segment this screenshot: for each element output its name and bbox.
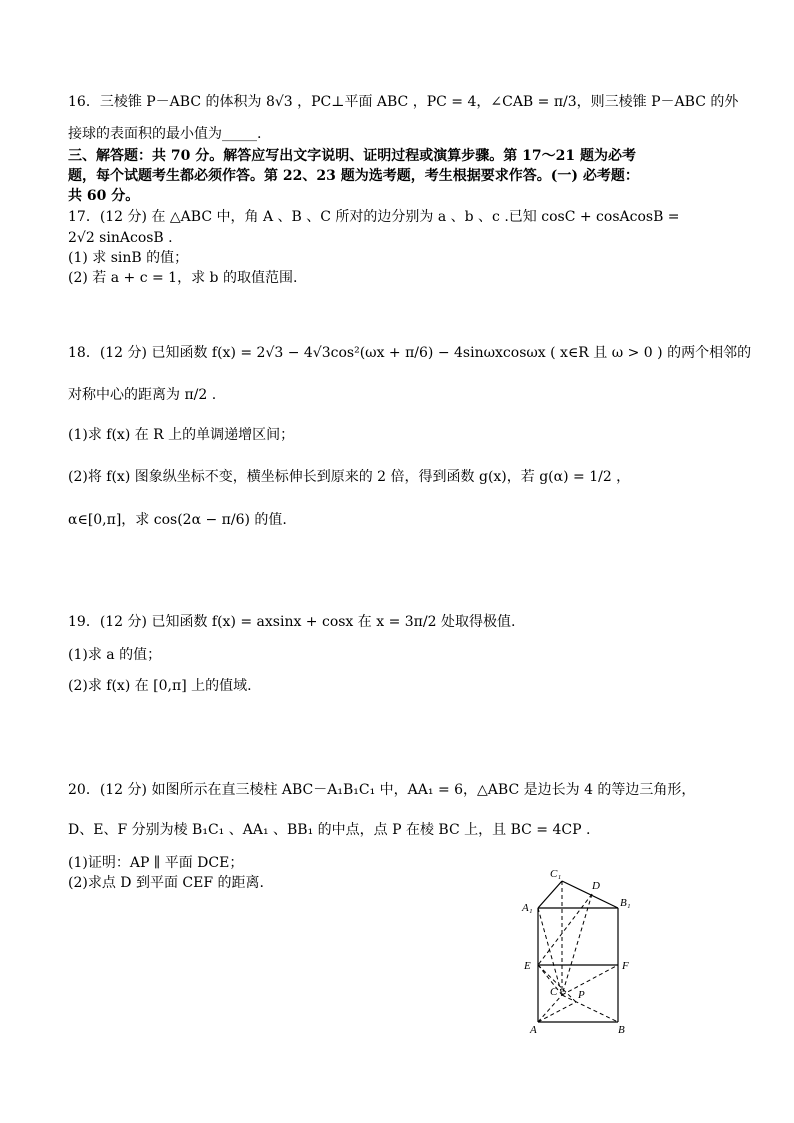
q17-line2: 2√2 sinAcosB .	[68, 230, 173, 246]
q20-part2: (2)求点 D 到平面 CEF 的距离.	[68, 875, 264, 891]
label-D: D	[592, 880, 600, 892]
edge-D-C	[562, 894, 592, 995]
edge-A1-C1	[538, 881, 562, 908]
label-C: C	[550, 986, 558, 998]
label-E: E	[524, 960, 531, 972]
edge-A1-C	[538, 908, 562, 995]
edge-A-P	[538, 1002, 576, 1022]
label-A: A	[530, 1024, 537, 1036]
label-P: P	[578, 989, 585, 1001]
q18-line2: 对称中心的距离为 π/2 .	[68, 387, 217, 403]
edge-A-C	[538, 995, 562, 1022]
label-B: B	[618, 1024, 625, 1036]
q16-line2: 接球的表面积的最小值为_____.	[68, 126, 262, 142]
label-C1: C₁	[550, 868, 562, 880]
prism-figure	[520, 862, 650, 1037]
q17-line1: 17．(12 分) 在 △ABC 中，角 A 、B 、C 所对的边分别为 a 、b 、c .已知 cosC + cosAcosB =	[68, 209, 680, 225]
edge-C1-B1	[562, 881, 618, 908]
label-F: F	[622, 960, 629, 972]
label-B1: B₁	[620, 897, 631, 909]
q18-part1: (1)求 f(x) 在 R 上的单调递增区间；	[68, 427, 295, 443]
q16-line1: 16．三棱锥 P－ABC 的体积为 8√3 ，PC⊥平面 ABC ，PC = 4，∠CAB = π/3，则三棱锥 P－ABC 的外	[68, 94, 739, 110]
q19-part2: (2)求 f(x) 在 [0,π] 上的值域.	[68, 678, 252, 694]
q19-line1: 19．(12 分) 已知函数 f(x) = axsinx + cosx 在 x = 3π/2 处取得极值.	[68, 614, 516, 630]
q18-part2: (2)将 f(x) 图象纵坐标不变，横坐标伸长到原来的 2 倍，得到函数 g(x)，若 g(α) = 1/2 ，	[68, 469, 631, 485]
edge-C-B	[562, 995, 618, 1022]
q20-line2: D、E、F 分别为棱 B₁C₁ 、AA₁ 、BB₁ 的中点，点 P 在棱 BC 上，且 BC = 4CP .	[68, 822, 591, 838]
section3-line3: 共 60 分。	[68, 188, 140, 204]
q20-part1: (1)证明：AP ∥ 平面 DCE；	[68, 855, 244, 871]
q19-part1: (1)求 a 的值；	[68, 647, 162, 663]
edge-C-F	[562, 965, 618, 995]
section3-line1: 三、解答题：共 70 分。解答应写出文字说明、证明过程或演算步骤。第 17～21 题为必考	[68, 148, 636, 164]
prism-diagram	[520, 862, 650, 1037]
q17-part2: (2) 若 a + c = 1，求 b 的取值范围.	[68, 270, 298, 286]
edge-D-E	[538, 894, 592, 965]
q20-line1: 20．(12 分) 如图所示在直三棱柱 ABC－A₁B₁C₁ 中，AA₁ = 6，△ABC 是边长为 4 的等边三角形，	[68, 782, 696, 798]
q18-part2b: α∈[0,π]，求 cos(2α − π/6) 的值.	[68, 512, 287, 528]
q17-part1: (1) 求 sinB 的值；	[68, 250, 189, 266]
q18-line1: 18．(12 分) 已知函数 f(x) = 2√3 − 4√3cos²(ωx + π/6) − 4sinωxcosωx ( x∈R 且 ω > 0 ) 的两个相邻的	[68, 345, 752, 361]
section3-line2: 题，每个试题考生都必须作答。第 22、23 题为选考题，考生根据要求作答。(一) 必考题：	[68, 168, 639, 184]
label-A1: A₁	[522, 902, 533, 914]
